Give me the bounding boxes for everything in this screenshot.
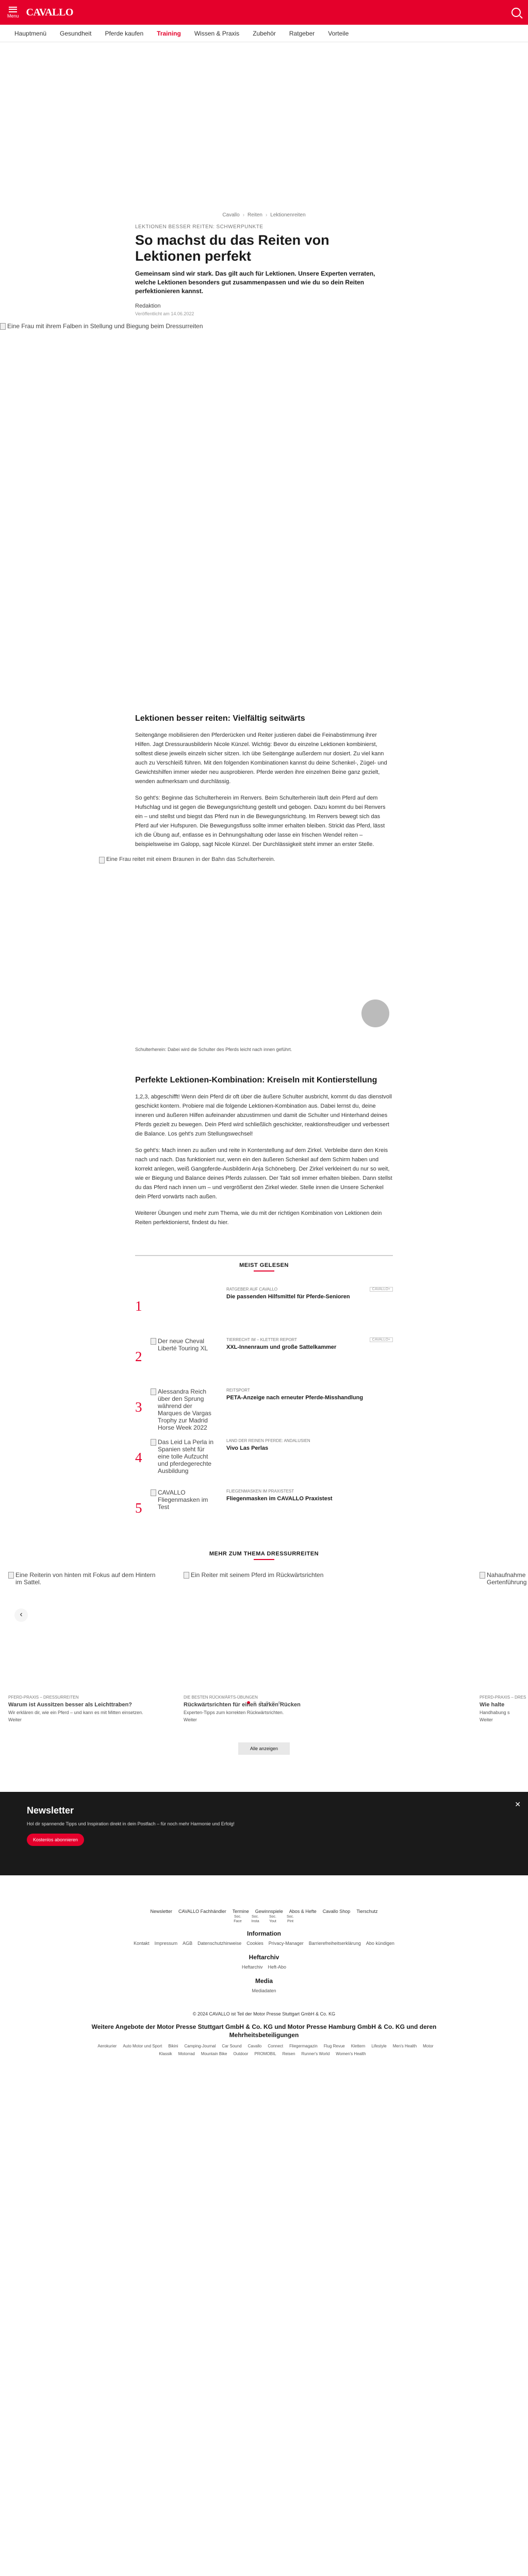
newsletter-text: Hol dir spannende Tipps und Inspiration direkt in dein Postfach – für noch mehr Harmonie und Erfolg!	[27, 1821, 235, 1826]
broken-image-icon	[151, 1489, 156, 1496]
network-link[interactable]: Lifestyle	[371, 2044, 387, 2048]
thumbnail-alt: Der neue Cheval Liberté Touring XL	[158, 1337, 208, 1352]
zoom-icon[interactable]	[361, 999, 389, 1027]
card-text	[184, 1695, 338, 1722]
article-header	[135, 212, 393, 316]
hamburger-icon	[9, 7, 17, 12]
nav-item-active[interactable]: Training	[157, 29, 181, 37]
item-kicker: LAND DER REINEN PFERDE: ANDALUSIEN	[226, 1438, 310, 1443]
card-image-alt: Eine Reiterin von hinten mit Fokus auf dem Hintern im Sattel.	[15, 1571, 156, 1586]
article-body-2	[135, 1047, 393, 1227]
broken-image-icon	[8, 1572, 14, 1579]
copyright: © 2024 CAVALLO ist Teil der Motor Presse Stuttgart GmbH & Co. KG	[192, 2011, 336, 2016]
carousel-card[interactable]	[480, 1571, 528, 1695]
card-title[interactable]: Rückwärtsrichten für einen starken Rücken	[184, 1702, 301, 1708]
paragraph: Seitengänge mobilisieren den Pferderücken und Reiter justieren dabei die Feinabstimmung ihrer Hilfen. Jagt Dressurausbilderin Nicole Künzel. Wichtig: Bevor du einzelne Lektionen kombinierst, solltest diese jeweils einzeln sicher sitzen. Ich übe Seitengänge außerdem nur dosiert. Zu viel kann auch zu Verschleiß führen. Mit den folgenden Kombinationen kannst du deine Schenkel-, Zügel- und Gewichtshilfen immer wieder neu ausprobieren. Pferde werden ihre einzelnen Beine ganz gezielt, wenden aufmerksam und durchlässig.	[135, 732, 387, 785]
thumbnail[interactable]	[151, 1485, 218, 1535]
list-item[interactable]	[135, 1485, 393, 1535]
network-link[interactable]: Mountain Bike	[201, 2052, 227, 2056]
broken-image-icon	[184, 1572, 189, 1579]
item-title[interactable]: Vivo Las Perlas	[226, 1445, 269, 1451]
card-description: Experten-Tipps zum korrekten Rückwärtsrichten.	[184, 1710, 284, 1715]
footer-section-links	[0, 1939, 528, 1947]
newsletter-title: Newsletter	[27, 1805, 74, 1816]
nav-item[interactable]: Vorteile	[328, 29, 349, 37]
rank-number: 2	[135, 1349, 142, 1364]
breadcrumb	[135, 212, 393, 218]
footer-link[interactable]: Abo kündigen	[366, 1941, 394, 1946]
article-date: Veröffentlicht am 14.06.2022	[135, 311, 194, 316]
footer-section-title: Information	[247, 1930, 281, 1937]
network-link[interactable]: Runner's World	[301, 2052, 330, 2056]
broken-image-icon	[151, 1338, 156, 1345]
hero-image-alt: Eine Frau mit ihrem Falben in Stellung und Biegung beim Dressurreiten	[7, 323, 203, 330]
broken-image-icon	[480, 1572, 485, 1579]
card-more-link[interactable]: Weiter	[184, 1717, 197, 1722]
rank-number: 3	[135, 1399, 142, 1415]
footer-link[interactable]: CAVALLO Fachhändler	[178, 1909, 226, 1914]
footer-link[interactable]: Heftarchiv	[241, 1964, 263, 1970]
top-bar	[0, 0, 528, 25]
footer-section-links	[0, 1987, 528, 1995]
item-kicker: FLIEGENMASKEN IM PRAXISTEST	[226, 1489, 294, 1494]
nav-item[interactable]: Hauptmenü	[14, 29, 47, 37]
article-body	[135, 714, 393, 849]
plus-badge: CAVALLO+	[370, 1337, 393, 1342]
network-link[interactable]: Bikini	[168, 2044, 178, 2048]
footer-link[interactable]: Tierschutz	[356, 1909, 378, 1914]
figure-caption: Schulterherein: Dabei wird die Schulter des Pferds leicht nach innen geführt.	[135, 1047, 292, 1052]
main-nav	[0, 25, 528, 42]
thumbnail[interactable]	[151, 1434, 218, 1485]
thumbnail-alt: CAVALLO Fliegenmasken im Test	[158, 1489, 208, 1511]
card-description: Wir erklären dir, wie ein Pferd – und kann es mit Mitten einsetzen.	[8, 1710, 143, 1715]
card-more-link[interactable]: Weiter	[480, 1717, 493, 1722]
network-link[interactable]: Motorrad	[178, 2052, 195, 2056]
footer-section-links	[0, 1963, 528, 1971]
thumbnail[interactable]	[151, 1283, 218, 1333]
broken-image-icon	[0, 323, 6, 330]
footer-link[interactable]: Privacy-Manager	[268, 1941, 304, 1946]
section-heading: Lektionen besser reiten: Vielfältig seitwärts	[135, 714, 305, 723]
card-kicker: PFERD-PRAXIS – DRESSURREITEN	[8, 1695, 79, 1700]
breadcrumb-item[interactable]: › Lektionenreiten	[262, 212, 306, 218]
item-title[interactable]: PETA-Anzeige nach erneuter Pferde-Misshandlung	[226, 1395, 364, 1401]
footer-link[interactable]: Newsletter	[150, 1909, 172, 1914]
plus-badge: CAVALLO+	[370, 1287, 393, 1292]
nav-item[interactable]: Gesundheit	[60, 29, 92, 37]
network-link[interactable]: Motor Klassik	[159, 2044, 434, 2056]
card-image-alt: Nahaufnahme Gertenführung	[487, 1571, 527, 1586]
breadcrumb-item[interactable]: Cavallo	[222, 212, 240, 218]
article-kicker: LEKTIONEN BESSER REITEN: SCHWERPUNKTE	[135, 224, 263, 230]
carousel-card[interactable]	[8, 1571, 163, 1695]
footer-link[interactable]: Abos & Hefte	[289, 1909, 317, 1914]
footer-link[interactable]: Gewinnspiele	[255, 1909, 283, 1914]
card-title[interactable]: Wie halte	[480, 1702, 505, 1708]
rank-number: 4	[135, 1450, 142, 1465]
card-image-alt: Ein Reiter mit seinem Pferd im Rückwärtsrichten	[191, 1571, 324, 1579]
network-link[interactable]: Women's Health	[336, 2052, 366, 2056]
rank-number: 5	[135, 1500, 142, 1516]
carousel-prev-arrow[interactable]: ‹	[14, 1608, 28, 1622]
item-kicker: RATGEBER AUF CAVALLO	[226, 1287, 278, 1292]
pinterest-icon[interactable]: Soc. Pint	[286, 1915, 294, 1923]
network-link[interactable]: Reisen	[282, 2052, 295, 2056]
network-link[interactable]: PROMOBIL	[254, 2052, 276, 2056]
nav-item[interactable]: Ratgeber	[289, 29, 315, 37]
thumbnail-alt: Alessandra Reich über den Sprung während der Marques de Vargas Trophy zur Madrid Horse Week 2022	[158, 1388, 211, 1431]
card-description: Handhabung s	[480, 1710, 510, 1715]
broken-image-icon	[151, 1388, 156, 1395]
nav-item[interactable]: Wissen & Praxis	[194, 29, 240, 37]
network-link[interactable]: Auto Motor und Sport	[123, 2044, 162, 2048]
footer-section-title: Heftarchiv	[249, 1954, 279, 1961]
site-logo[interactable]: CAVALLO	[26, 6, 73, 18]
menu-button[interactable]	[7, 7, 19, 19]
footer-link[interactable]: Cookies	[246, 1941, 263, 1946]
item-kicker: TIERRECHT IM – KLETTER REPORT	[226, 1337, 298, 1342]
item-title[interactable]: Fliegenmasken im CAVALLO Praxistest	[226, 1496, 333, 1502]
footer-link[interactable]: Barrierefreiheitserklärung	[308, 1941, 361, 1946]
figure-image-alt: Eine Frau reitet mit einem Braunen in der Bahn das Schulterherein.	[106, 856, 275, 862]
footer-section-title: Media	[255, 1977, 273, 1985]
facebook-icon[interactable]: Soc. Face	[234, 1915, 242, 1923]
newsletter-banner	[0, 1792, 528, 1875]
breadcrumb-item[interactable]: › Reiten	[240, 212, 262, 218]
paragraph: Weiterer Übungen und mehr zum Thema, wie du mit der richtigen Kombination von Lektionen dein Reiten perfektionierst, findest du hier.	[135, 1210, 382, 1226]
instagram-icon[interactable]: Soc. Insta	[251, 1915, 259, 1923]
carousel-card[interactable]	[184, 1571, 338, 1695]
network-link[interactable]: Men's Health	[392, 2044, 417, 2048]
footer-link[interactable]: Datenschutzhinweise	[197, 1941, 242, 1946]
footer-link[interactable]: Kontakt	[134, 1941, 150, 1946]
card-kicker: PFERD-PRAXIS – DRES	[480, 1695, 526, 1700]
publisher-heading: Weitere Angebote der Motor Presse Stuttgart GmbH & Co. KG und Motor Presse Hamburg GmbH & Co. KG und deren Mehrheitsbeteiligungen	[91, 2023, 437, 2039]
more-on-topic-title: MEHR ZUM THEMA DRESSURREITEN	[0, 1551, 528, 1560]
network-link[interactable]: Outdoor	[233, 2052, 249, 2056]
nav-item[interactable]: Zubehör	[253, 29, 276, 37]
article-figure	[99, 856, 390, 1042]
search-icon[interactable]	[512, 8, 521, 17]
most-read-title: MEIST GELESEN	[135, 1262, 393, 1272]
newsletter-subscribe-button[interactable]: Kostenlos abonnieren	[27, 1834, 84, 1846]
article-author[interactable]: Redaktion	[135, 303, 161, 309]
card-text	[8, 1695, 163, 1722]
show-all-button[interactable]: Alle anzeigen	[238, 1742, 290, 1755]
list-item[interactable]	[135, 1283, 393, 1333]
thumbnail-alt: Das Leid La Perla in Spanien steht für eine tolle Aufzucht und pferdegerechte Ausbildung	[158, 1438, 214, 1475]
menu-label: Menu	[7, 13, 19, 19]
footer-link[interactable]: AGB	[183, 1941, 193, 1946]
more-on-topic-section	[0, 1535, 528, 1755]
rank-number: 1	[135, 1298, 142, 1314]
thumbnail[interactable]	[151, 1384, 218, 1434]
footer-link[interactable]: Cavallo Shop	[322, 1909, 351, 1914]
paragraph: So geht's: Mach innen zu außen und reite in Konterstellung auf dem Zirkel. Verbleibe dann den Kreis nach und nach. Das funktioniert nur, wenn ein den äußeren Schenkel auf dem Schirm haben und korrekt anlegen, weiß Gangpferde-Ausbilderin Anja Schöneberg. Der Zirkel verkleinert du nur so weit, wie er Biegung und Balance deines Pferds zulassen. Der Takt soll immer erhalten bleiben. Dann stellst du das Pferd nach innen um – und vergrößerst den Zirkel wieder. Stelle innen die Unsere Schenkel dein Pferd vorwärts nach außen.	[135, 1147, 392, 1200]
card-title[interactable]: Warum ist Aussitzen besser als Leichttraben?	[8, 1702, 133, 1708]
section-heading: Perfekte Lektionen-Kombination: Kreiseln mit Kontierstellung	[135, 1076, 377, 1084]
footer-link[interactable]: Impressum	[154, 1941, 178, 1946]
list-item[interactable]	[135, 1384, 393, 1434]
footer-link[interactable]: Heft-Abo	[268, 1964, 287, 1970]
network-link[interactable]: Aerokurier	[97, 2044, 117, 2048]
article-lead: Gemeinsam sind wir stark. Das gilt auch für Lektionen. Unsere Experten verraten, welche Lektionen besonders gut zusammenpassen und wie du so dein Reiten perfektionieren kannst.	[135, 270, 375, 295]
footer-link[interactable]: Termine	[232, 1909, 249, 1914]
network-link[interactable]: Camping-Journal	[184, 2044, 216, 2048]
social-links	[0, 1914, 528, 1924]
ad-slot	[0, 42, 528, 212]
network-link[interactable]: Connect	[268, 2044, 284, 2048]
network-link[interactable]: Flug Revue	[323, 2044, 345, 2048]
broken-image-icon	[151, 1439, 156, 1446]
card-kicker: DIE BESTEN RÜCKWÄRTS-ÜBUNGEN	[184, 1695, 258, 1700]
close-icon[interactable]: ✕	[515, 1800, 521, 1808]
most-read-section	[135, 1256, 393, 1535]
card-text	[480, 1695, 528, 1722]
youtube-icon[interactable]: Soc. Yout	[269, 1915, 276, 1923]
nav-item[interactable]: Pferde kaufen	[105, 29, 144, 37]
item-kicker: REITSPORT	[226, 1388, 250, 1393]
list-item[interactable]	[135, 1434, 393, 1485]
item-title[interactable]: Die passenden Hilfsmittel für Pferde-Senioren	[226, 1294, 350, 1300]
list-item[interactable]	[135, 1333, 393, 1384]
hero-image	[0, 323, 528, 714]
article-title: So machst du das Reiten von Lektionen perfekt	[135, 232, 329, 264]
network-link[interactable]: Klettern	[351, 2044, 366, 2048]
thumbnail[interactable]	[151, 1333, 218, 1384]
item-title[interactable]: XXL-Innenraum und große Sattelkammer	[226, 1344, 337, 1350]
broken-image-icon	[99, 857, 105, 863]
network-link[interactable]: Cavallo	[248, 2044, 262, 2048]
paragraph: So geht's: Beginne das Schulterherein im Renvers. Beim Schulterherein läuft dein Pferd auf dem Hufschlag und ist gegen die Bewegungsrichtung gestellt und gebogen. Dazu kommt du bei Renvers ein – und stellst und biegst das Pferd nun in die Bewegungsrichtung. Im Renvers bewegt sich das Pferd auf vier Hufspuren. Die Bewegungsfluss sollte immer erhalten bleiben. Strickt das Pferd, lässt ich die Übung auf, entlasse es in Dehnungshaltung oder lasse ein frischen Wendel reiten – beispielsweise im Galopp, sagt Nicole Künzel. Der Durchlässigkeit steht immer an erster Stelle.	[135, 795, 386, 848]
network-links	[89, 2042, 439, 2058]
network-link[interactable]: Fliegermagazin	[289, 2044, 318, 2048]
paragraph: 1,2,3, abgeschifft! Wenn dein Pferd dir oft über die äußere Schulter ausbricht, kommt du das dienstvoll geschickt kontern. Probiere mal die folgende Lektionen-Kombination aus. Dabei lernst du, deine inneren und äußeren Hilfen aufeinander abzustimmen und damit die Schulter und Hinterhand deines Pferds gezielt zu bewegen. Dein Pferd wird schließlich geschickter, reaktionsfreudiger und verbessert die Balance. Los geht's zum Stellungswechsel!	[135, 1094, 392, 1137]
card-more-link[interactable]: Weiter	[8, 1717, 22, 1722]
network-link[interactable]: Car Sound	[222, 2044, 242, 2048]
footer-link[interactable]: Mediadaten	[252, 1988, 276, 1993]
